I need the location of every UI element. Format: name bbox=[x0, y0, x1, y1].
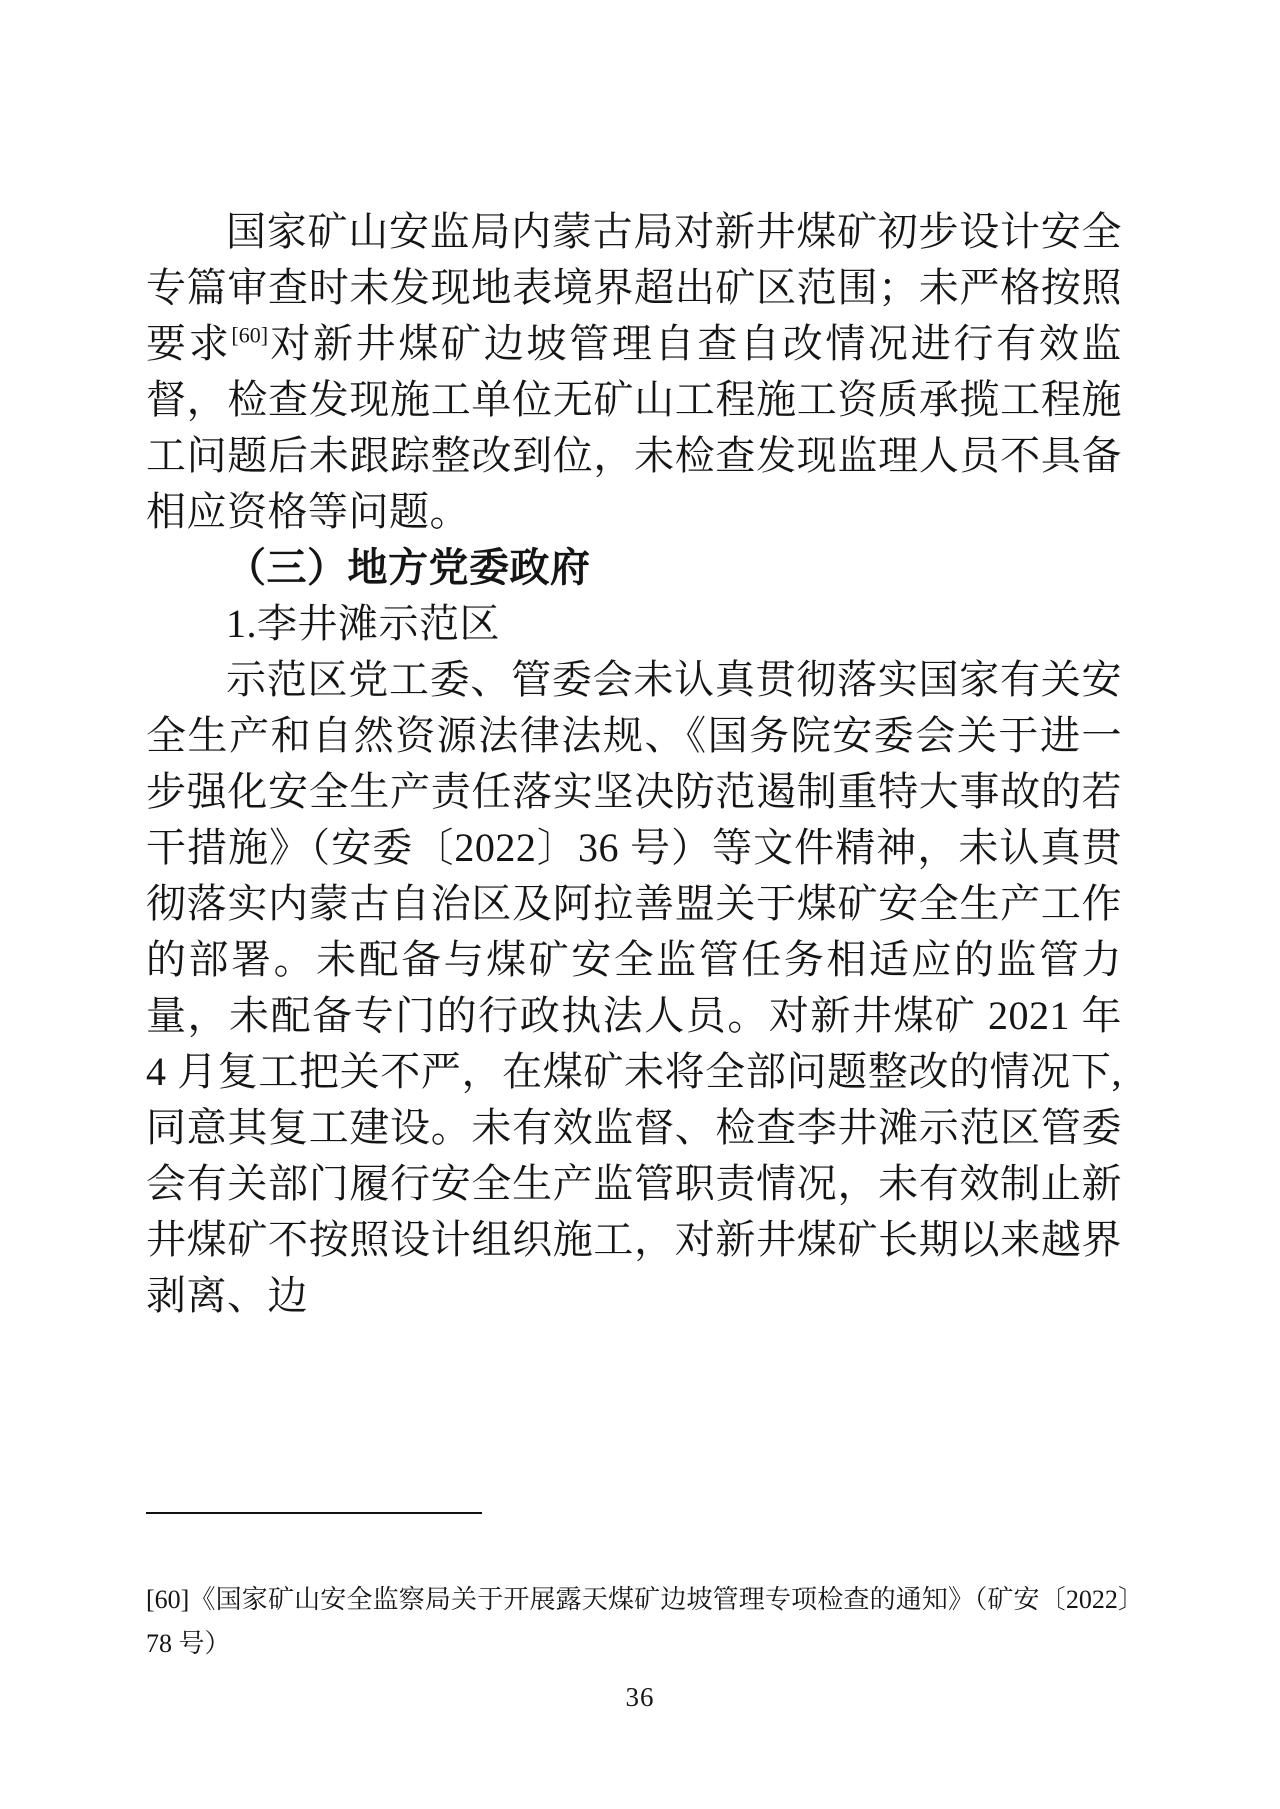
paragraph-1-text-after-ref: 对新井煤矿边坡管理自查自改情况进行有效监督，检查发现施工单位无矿山工程施工资质承揽工程施工问题后未跟踪整改到位，未检查发现监理人员不具备相应资格等问题。 bbox=[146, 321, 1123, 534]
footnote-separator-rule bbox=[146, 1512, 482, 1514]
subsection-heading: 1.李井滩示范区 bbox=[226, 601, 500, 646]
document-body bbox=[146, 204, 1122, 1324]
footnote-reference: [60] bbox=[231, 322, 269, 348]
paragraph-2: 示范区党工委、管委会未认真贯彻落实国家有关安全生产和自然资源法律法规、《国务院安委会关于进一步强化安全生产责任落实坚决防范遏制重特大事故的若干措施》（安委〔2022〕36 号）等文件精神，未认真贯彻落实内蒙古自治区及阿拉善盟关于煤矿安全生产工作的部署。未配备与煤矿安全监管任务相适应的监管力量，未配备专门的行政执法人员。对新井煤矿 2021 年 4 月复工把关不严，在煤矿未将全部问题整改的情况下,同意其复工建设。未有效监督、检查李井滩示范区管委会有关部门履行安全生产监管职责情况，未有效制止新井煤矿不按照设计组织施工，对新井煤矿长期以来越界剥离、边 bbox=[146, 657, 1122, 1318]
paragraph-1 bbox=[146, 204, 1122, 540]
section-heading: （三）地方党委政府 bbox=[226, 545, 591, 590]
page-number: 36 bbox=[625, 1682, 655, 1712]
footnote-marker: [60] bbox=[146, 1585, 190, 1614]
footnote-text: 《国家矿山安全监察局关于开展露天煤矿边坡管理专项检查的通知》（矿安〔2022〕78 号） bbox=[146, 1585, 1144, 1658]
footnote bbox=[146, 1578, 1144, 1666]
paragraph-1-text-before-ref: 国家矿山安监局内蒙古局对新井煤矿初步设计安全专篇审查时未发现地表境界超出矿区范围；未严格按照要求 bbox=[146, 209, 1122, 366]
